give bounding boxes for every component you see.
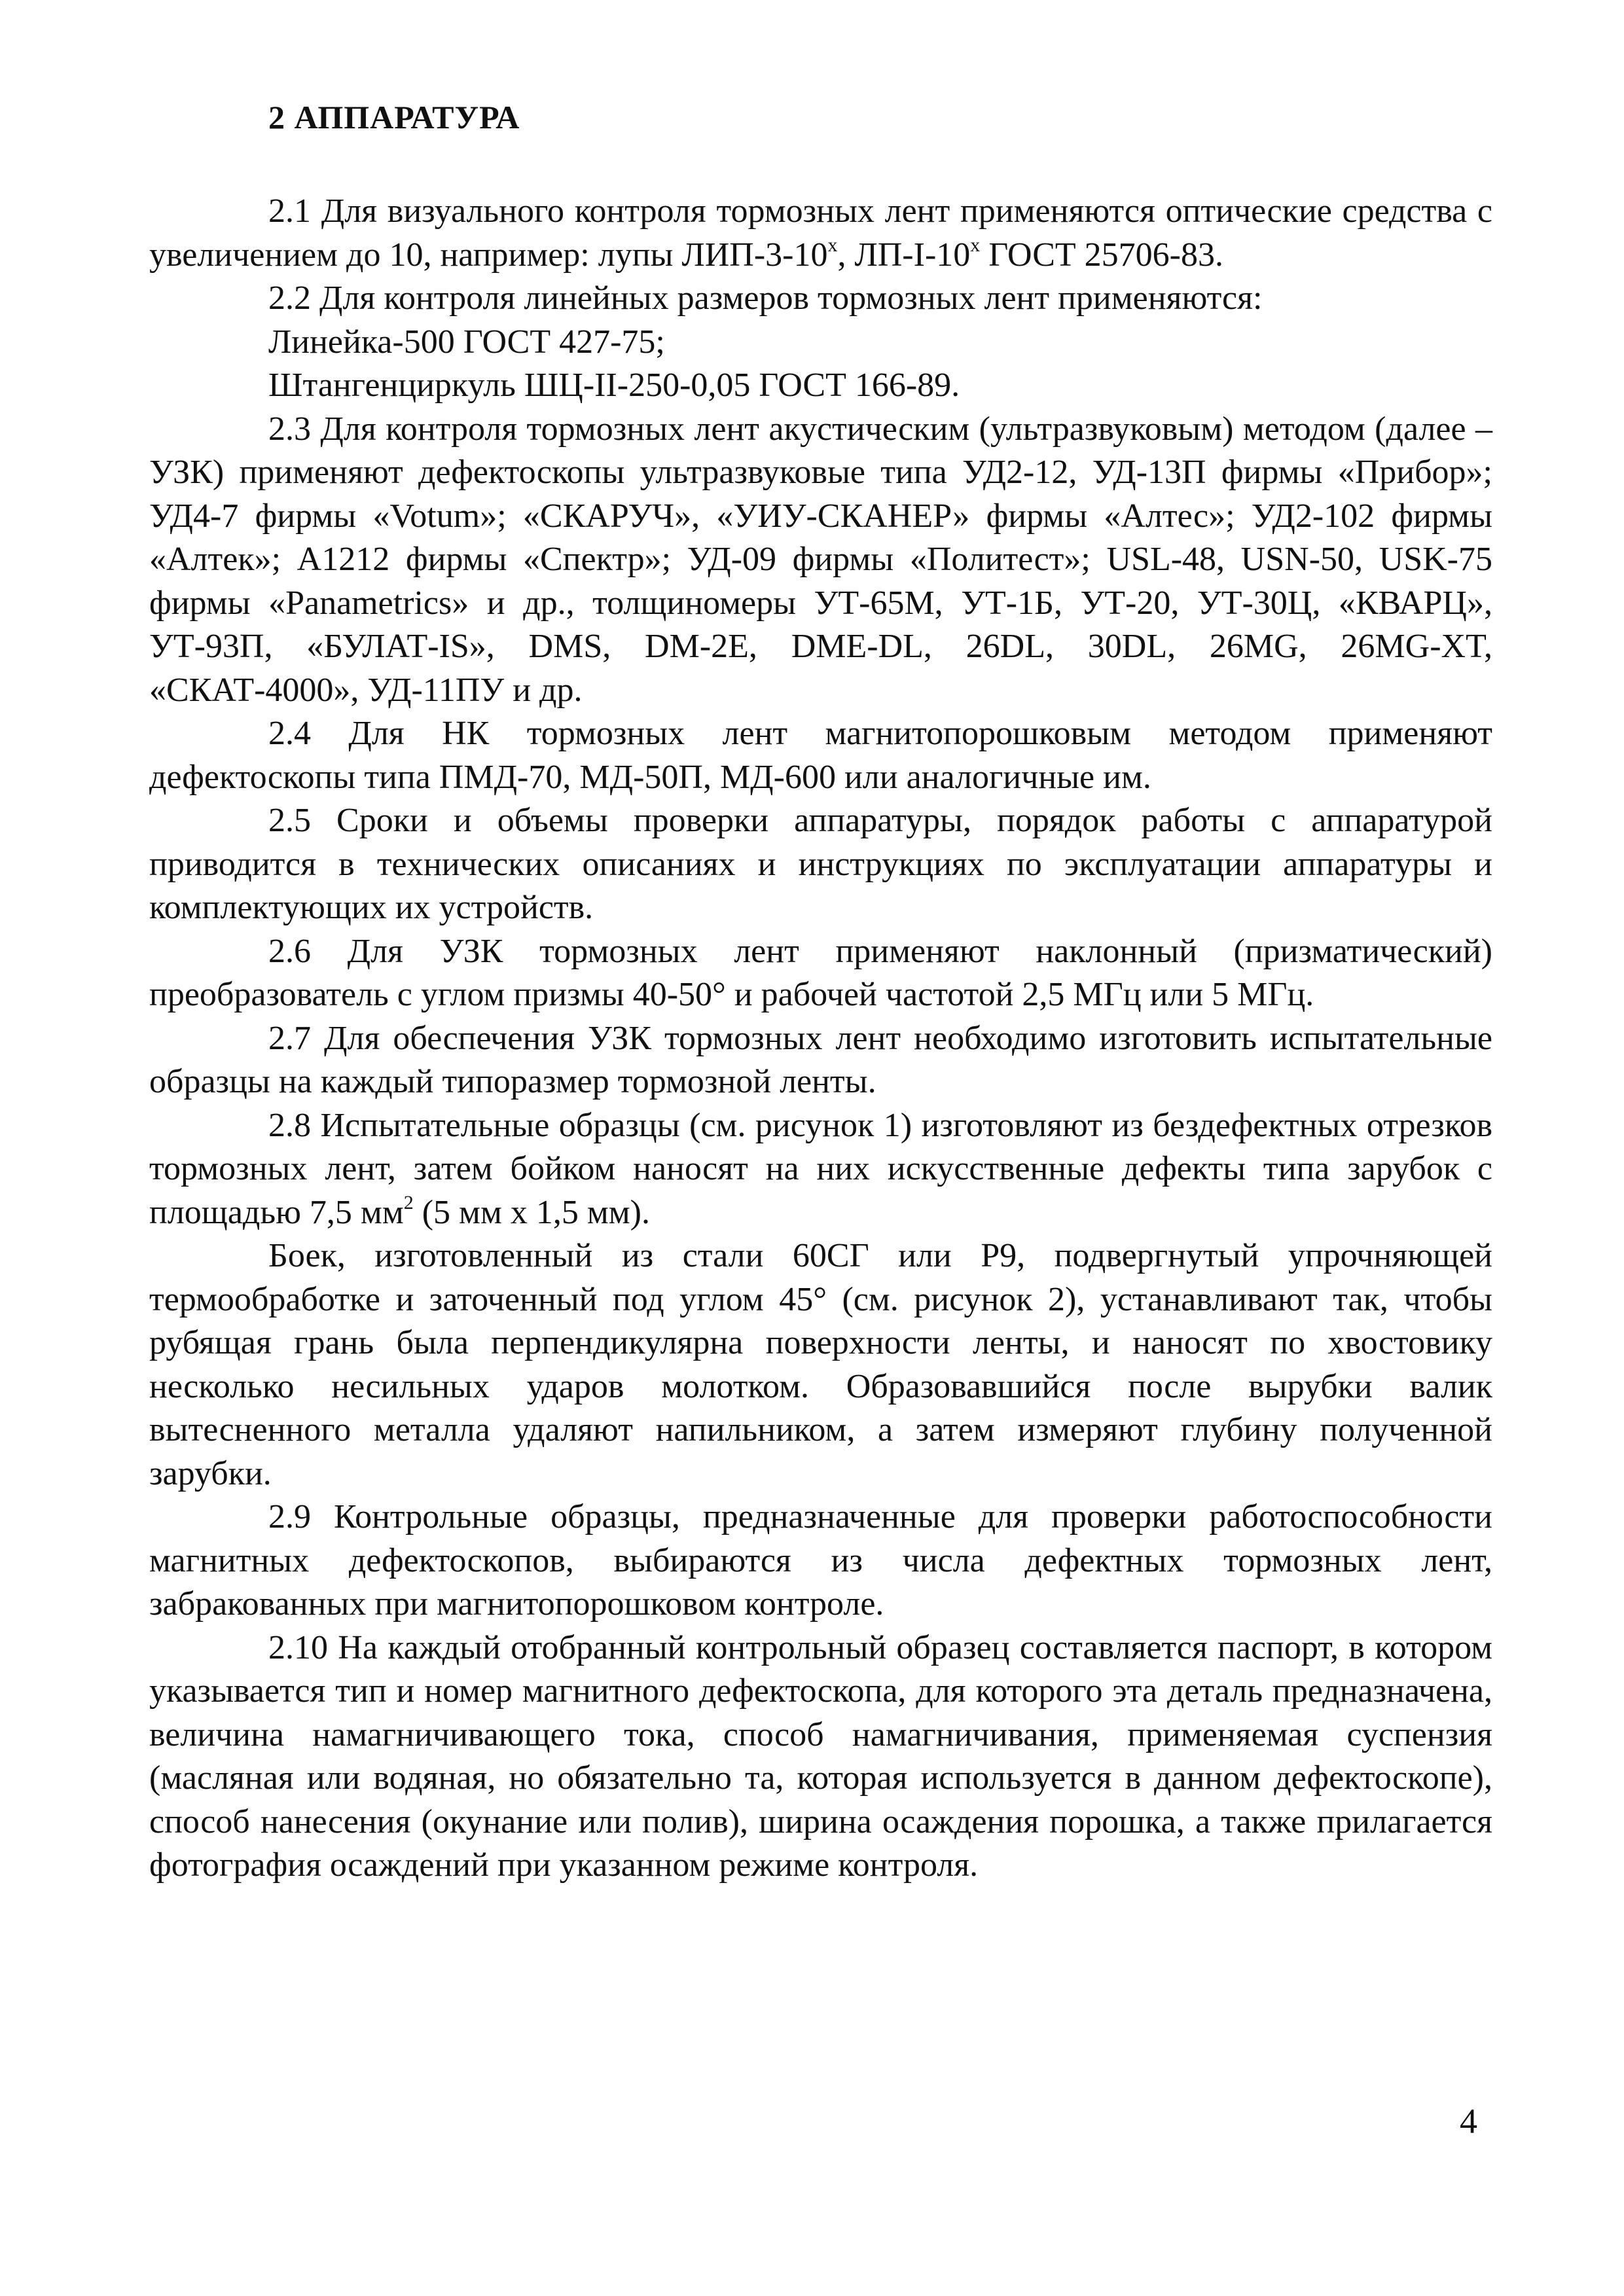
paragraph-2-8-continued: Боек, изготовленный из стали 60СГ или Р9, подвергнутый упрочняющей термообработке и заточенный под углом 45° (см. рисунок 2), устанавливают так, чтобы рубящая грань была перпендикулярна поверхности ленты, и наносят по хвостовику несколько несильных ударов молотком. Образовавшийся после вырубки валик вытесненного металла удаляют напильником, а затем измеряют глубину полученной зарубки. bbox=[149, 1237, 1492, 1492]
paragraph-2-5: 2.5 Сроки и объемы проверки аппаратуры, порядок работы с аппаратурой приводится в технических описаниях и инструкциях по эксплуатации аппаратуры и комплектующих их устройств. bbox=[149, 802, 1492, 926]
paragraph-2-2-item-ruler: Линейка-500 ГОСТ 427-75; bbox=[268, 323, 665, 361]
paragraph-2-1-mid: , ЛП-I-10 bbox=[837, 236, 971, 274]
superscript-x: х bbox=[827, 234, 838, 256]
paragraph-2-3: 2.3 Для контроля тормозных лент акустическим (ультразвуковым) методом (далее – УЗК) применяют дефектоскопы ультразвуковые типа УД2-12, УД-13П фирмы «Прибор»; УД4-7 фирмы «Votum»; «СКАРУЧ», «УИУ-СКАНЕР» фирмы «Алтес»; УД2-102 фирмы «Алтек»; А1212 фирмы «Спектр»; УД-09 фирмы «Политест»; USL-48, USN-50, USK-75 фирмы «Panametrics» и др., толщиномеры УТ-65М, УТ-1Б, УТ-20, УТ-30Ц, «КВАРЦ», УТ-93П, «БУЛАТ-IS», DMS, DM-2E, DME-DL, 26DL, 30DL, 26MG, 26MG-XT, «СКАТ-4000», УД-11ПУ и др. bbox=[149, 410, 1492, 709]
paragraph-2-4: 2.4 Для НК тормозных лент магнитопорошковым методом применяют дефектоскопы типа ПМД-70, МД-50П, МД-600 или аналогичные им. bbox=[149, 715, 1492, 796]
paragraph-2-7: 2.7 Для обеспечения УЗК тормозных лент необходимо изготовить испытательные образцы на каждый типоразмер тормозной ленты. bbox=[149, 1019, 1492, 1100]
section-heading: 2 АППАРАТУРА bbox=[268, 99, 520, 135]
paragraph-2-8-end: (5 мм х 1,5 мм). bbox=[413, 1193, 650, 1231]
document-body bbox=[149, 190, 1492, 1888]
paragraph-2-6: 2.6 Для УЗК тормозных лент применяют наклонный (призматический) преобразователь с углом призмы 40-50° и рабочей частотой 2,5 МГц или 5 МГц. bbox=[149, 932, 1492, 1013]
superscript-2: 2 bbox=[403, 1191, 414, 1213]
paragraph-2-2: 2.2 Для контроля линейных размеров тормозных лент применяются: bbox=[268, 279, 1263, 317]
paragraph-2-1 bbox=[149, 190, 1492, 277]
page-number: 4 bbox=[1460, 2102, 1477, 2141]
paragraph-2-1-text: 2.1 Для визуального контроля тормозных лент применяются оптические средства с увеличением до 10, например: лупы ЛИП-3-10 bbox=[149, 192, 1492, 274]
paragraph-2-10: 2.10 На каждый отобранный контрольный образец составляется паспорт, в котором указывается тип и номер магнитного дефектоскопа, для которого эта деталь предназначена, величина намагничивающего тока, способ намагничивания, применяемая суспензия (масляная или водяная, но обязательно та, которая используется в данном дефектоскопе), способ нанесения (окунание или полив), ширина осаждения порошка, а также прилагается фотография осаждений при указанном режиме контроля. bbox=[149, 1628, 1492, 1884]
superscript-x: х bbox=[970, 234, 981, 256]
paragraph-2-9: 2.9 Контрольные образцы, предназначенные для проверки работоспособности магнитных дефектоскопов, выбираются из числа дефектных тормозных лент, забракованных при магнитопорошковом контроле. bbox=[149, 1498, 1492, 1623]
paragraph-2-8-text: 2.8 Испытательные образцы (см. рисунок 1) изготовляют из бездефектных отрезков тормозных лент, затем бойком наносят на них искусственные дефекты типа зарубок с площадью 7,5 мм bbox=[149, 1106, 1492, 1231]
paragraph-2-8 bbox=[149, 1104, 1492, 1235]
paragraph-2-2-item-caliper: Штангенциркуль ШЦ-II-250-0,05 ГОСТ 166-89. bbox=[268, 367, 960, 404]
paragraph-2-1-end: ГОСТ 25706-83. bbox=[980, 236, 1223, 274]
